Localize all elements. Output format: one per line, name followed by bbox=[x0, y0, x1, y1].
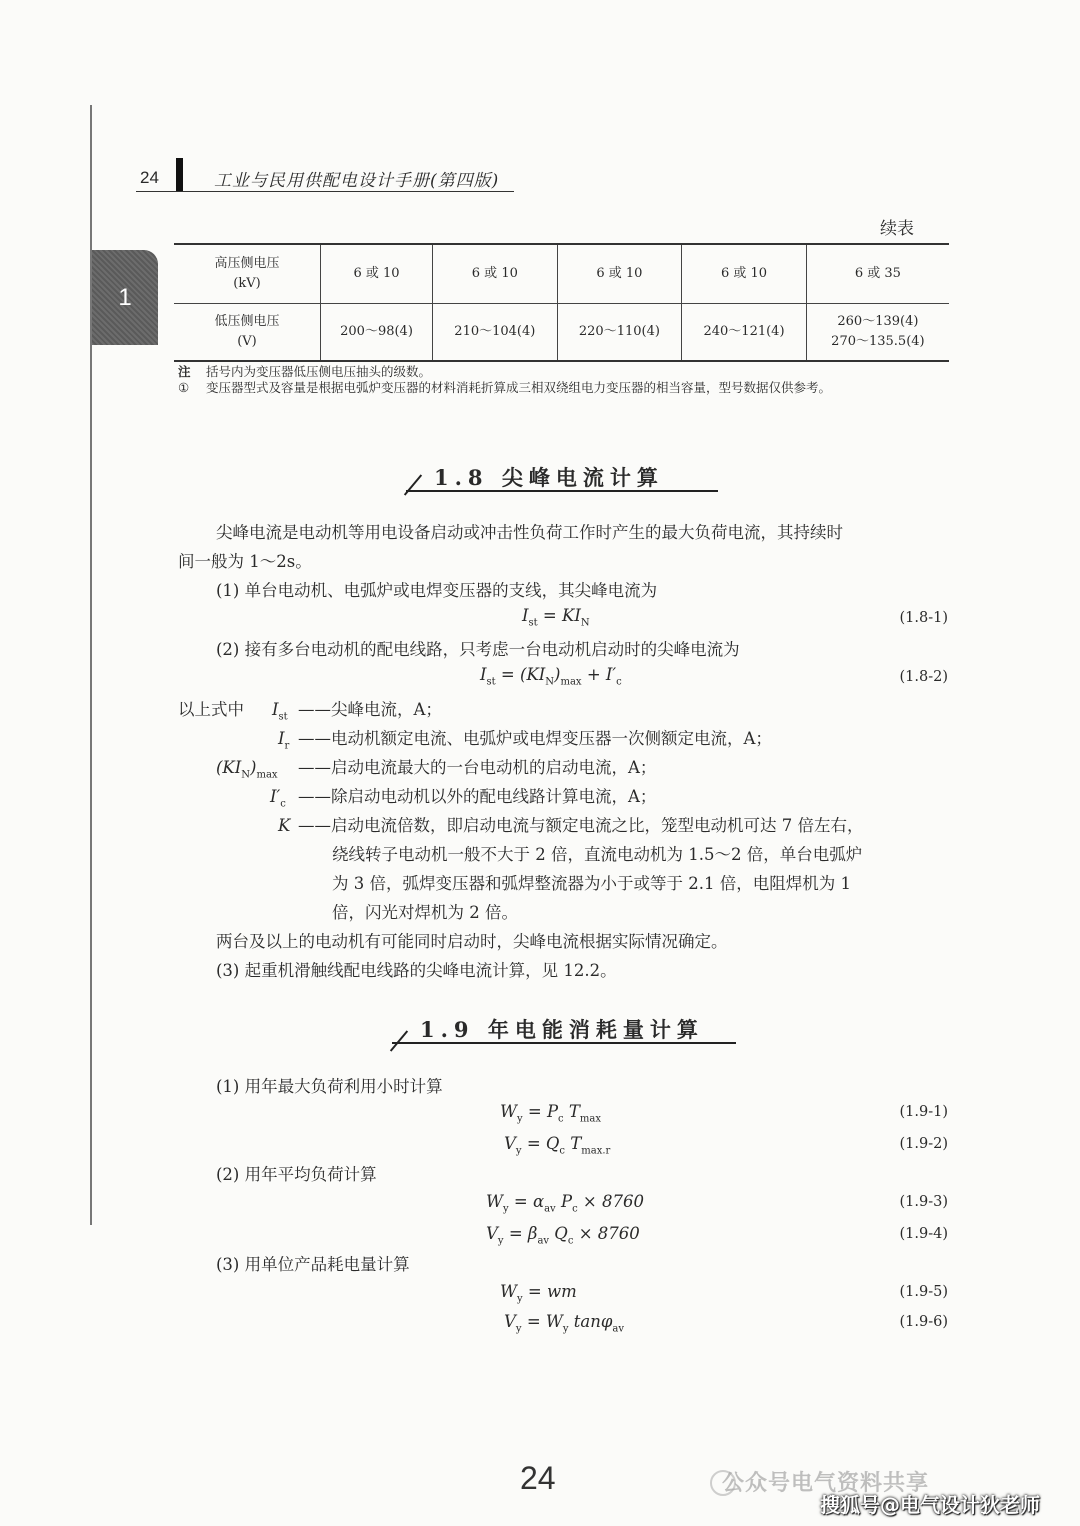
paragraph: 两台及以上的电动机有可能同时启动时，尖峰电流根据实际情况确定。 bbox=[216, 932, 728, 951]
voltage-table bbox=[174, 243, 949, 362]
header-bar bbox=[176, 158, 183, 192]
paragraph: 尖峰电流是电动机等用电设备启动或冲击性负荷工作时产生的最大负荷电流，其持续时 bbox=[216, 523, 843, 542]
table-note: 注 括号内为变压器低压侧电压抽头的级数。 bbox=[178, 364, 432, 379]
definition: ——启动电流倍数，即启动电流与额定电流之比，笼型电动机可达 7 倍左右， bbox=[298, 816, 864, 835]
heading-rule bbox=[392, 1042, 736, 1044]
table-cell: 6 或 35 bbox=[806, 244, 949, 304]
table-row bbox=[174, 244, 949, 304]
symbol: K bbox=[278, 816, 291, 835]
footer-page-number: 24 bbox=[520, 1460, 556, 1496]
definition: ——启动电流最大的一台电动机的启动电流，A； bbox=[298, 758, 657, 777]
heading-rule bbox=[406, 490, 718, 492]
table-cell: 240～121(4) bbox=[682, 304, 807, 362]
where-label: 以上式中 bbox=[178, 700, 244, 719]
list-item: (3) 用单位产品耗电量计算 bbox=[216, 1255, 410, 1274]
table-cell: 6 或 10 bbox=[321, 244, 433, 304]
watermark-sohu: 搜狐号@电气设计狄老师 bbox=[820, 1493, 1040, 1517]
paragraph: 间一般为 1～2s。 bbox=[178, 552, 312, 571]
list-item: (2) 用年平均负荷计算 bbox=[216, 1165, 377, 1184]
heading-decor bbox=[390, 1030, 408, 1051]
table-cell: 6 或 10 bbox=[682, 244, 807, 304]
equation-number: (1.8-2) bbox=[899, 669, 948, 685]
table-row bbox=[174, 304, 949, 362]
table-row-label: 高压侧电压 (kV) bbox=[174, 244, 321, 304]
chapter-tab-label: 1 bbox=[118, 283, 132, 311]
section-heading-1-8: 1.8 尖峰电流计算 bbox=[434, 465, 664, 490]
heading-decor bbox=[404, 474, 422, 495]
definition-cont: 绕线转子电动机一般不大于 2 倍，直流电动机为 1.5～2 倍，单台电弧炉 bbox=[332, 845, 863, 864]
symbol: $I_r$ bbox=[278, 729, 290, 752]
table-notes bbox=[178, 364, 950, 396]
equation-number: (1.9-5) bbox=[899, 1284, 948, 1300]
definition: ——除启动电动机以外的配电线路计算电流，A； bbox=[298, 787, 657, 806]
list-item: (2) 接有多台电动机的配电线路，只考虑一台电动机启动时的尖峰电流为 bbox=[216, 640, 740, 659]
definition-cont: 倍，闪光对焊机为 2 倍。 bbox=[332, 903, 518, 922]
equation: $W_y = \alpha_{av}$ $P_c \times 8760$ bbox=[486, 1192, 644, 1215]
equation-number: (1.9-1) bbox=[899, 1104, 948, 1120]
equation: $V_y = \beta_{av}$ $Q_c \times 8760$ bbox=[486, 1224, 640, 1247]
table-note: ① 变压器型式及容量是根据电弧炉变压器的材料消耗折算成三相双绕组电力变压器的相当容量，型号数据仅供参考。 bbox=[178, 380, 832, 395]
table-row-label: 低压侧电压 (V) bbox=[174, 304, 321, 362]
header-rule bbox=[136, 191, 514, 192]
symbol: $I_{st}$ bbox=[272, 700, 288, 723]
book-title: 工业与民用供配电设计手册(第四版) bbox=[214, 171, 500, 191]
definition: ——电动机额定电流、电弧炉或电焊变压器一次侧额定电流，A； bbox=[298, 729, 772, 748]
chapter-tab bbox=[92, 250, 158, 345]
equation-number: (1.9-2) bbox=[899, 1136, 948, 1152]
definition-cont: 为 3 倍，弧焊变压器和弧焊整流器为小于或等于 2.1 倍，电阻焊机为 1 bbox=[332, 874, 851, 893]
table-cell: 6 或 10 bbox=[433, 244, 558, 304]
equation: $V_y = W_y$ tanφ$_{av}$ bbox=[504, 1312, 625, 1335]
equation: $W_y$ = wm bbox=[500, 1282, 577, 1305]
section-heading-1-9: 1.9 年电能消耗量计算 bbox=[420, 1017, 704, 1042]
list-item: (1) 单台电动机、电弧炉或电焊变压器的支线，其尖峰电流为 bbox=[216, 581, 658, 600]
equation: $I_{st} = (KI_N)_{max} + I'_c$ bbox=[480, 665, 622, 688]
equation: $W_y = P_c$ $T_{max}$ bbox=[500, 1102, 602, 1125]
watermark-wechat: 公众号电气资料共享 bbox=[722, 1471, 930, 1496]
equation: $V_y = Q_c$ $T_{max.r}$ bbox=[504, 1134, 611, 1157]
table-cell: 6 或 10 bbox=[557, 244, 682, 304]
table-cell: 220～110(4) bbox=[557, 304, 682, 362]
equation: $I_{st} = KI_N$ bbox=[522, 606, 590, 629]
definition: ——尖峰电流，A； bbox=[298, 700, 442, 719]
equation-number: (1.8-1) bbox=[899, 610, 948, 626]
equation-number: (1.9-3) bbox=[899, 1194, 948, 1210]
symbol: $I'_c$ bbox=[270, 787, 286, 810]
equation-number: (1.9-4) bbox=[899, 1226, 948, 1242]
continued-label: 续表 bbox=[880, 219, 914, 239]
symbol: $(KI_N)_{max}$ bbox=[216, 758, 278, 781]
equation-number: (1.9-6) bbox=[899, 1314, 948, 1330]
table-cell: 200～98(4) bbox=[321, 304, 433, 362]
list-item: (1) 用年最大负荷利用小时计算 bbox=[216, 1077, 443, 1096]
header-page-number: 24 bbox=[140, 168, 159, 187]
table-cell: 260～139(4) 270～135.5(4) bbox=[806, 304, 949, 362]
table-cell: 210～104(4) bbox=[433, 304, 558, 362]
list-item: (3) 起重机滑触线配电线路的尖峰电流计算，见 12.2。 bbox=[216, 961, 617, 980]
